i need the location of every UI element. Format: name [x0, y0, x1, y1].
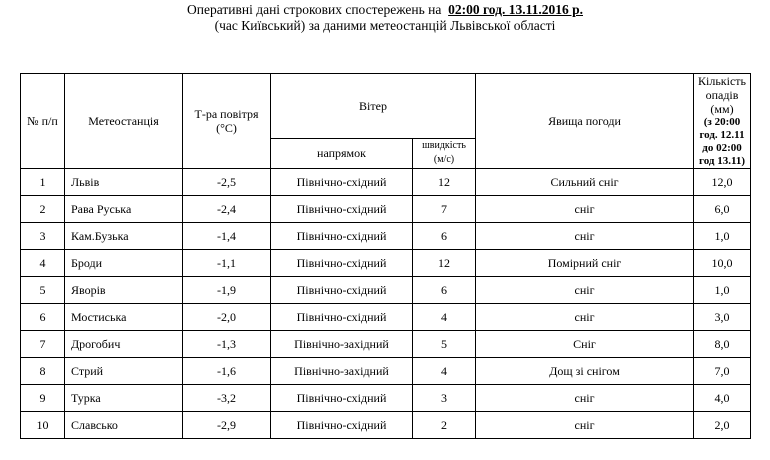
cell-wind-direction: Північно-західний [271, 331, 413, 358]
header-num: № п/п [21, 74, 65, 169]
cell-station: Броди [65, 250, 183, 277]
header-weather: Явища погоди [476, 74, 694, 169]
cell-wind-speed: 12 [413, 250, 476, 277]
cell-temp: -2,0 [183, 304, 271, 331]
table-row [21, 223, 751, 250]
table-row [21, 169, 751, 196]
table-row [21, 331, 751, 358]
cell-station: Рава Руська [65, 196, 183, 223]
cell-weather: сніг [476, 304, 694, 331]
cell-weather: сніг [476, 277, 694, 304]
cell-wind-speed: 2 [413, 412, 476, 439]
cell-wind-speed: 12 [413, 169, 476, 196]
cell-wind-speed: 4 [413, 304, 476, 331]
header-station: Метеостанція [65, 74, 183, 169]
observations-table [20, 73, 751, 439]
cell-temp: -1,6 [183, 358, 271, 385]
cell-station: Львів [65, 169, 183, 196]
cell-num: 1 [21, 169, 65, 196]
header-row-1 [21, 74, 751, 139]
heading-line-2: (час Київський) за даними метеостанцій Львівської області [214, 18, 556, 33]
cell-weather: Помірний сніг [476, 250, 694, 277]
document-heading [0, 2, 770, 34]
cell-precip: 2,0 [694, 412, 751, 439]
cell-temp: -2,9 [183, 412, 271, 439]
table-row [21, 196, 751, 223]
cell-precip: 1,0 [694, 223, 751, 250]
cell-precip: 4,0 [694, 385, 751, 412]
table-body [21, 169, 751, 439]
table-row [21, 385, 751, 412]
cell-wind-direction: Північно-східний [271, 277, 413, 304]
cell-weather: Сильний сніг [476, 169, 694, 196]
header-precip [694, 74, 751, 169]
cell-num: 3 [21, 223, 65, 250]
cell-station: Турка [65, 385, 183, 412]
cell-wind-speed: 6 [413, 223, 476, 250]
header-temp: Т-ра повітря (°С) [183, 74, 271, 169]
cell-num: 9 [21, 385, 65, 412]
cell-wind-speed: 6 [413, 277, 476, 304]
table-row [21, 304, 751, 331]
cell-temp: -1,4 [183, 223, 271, 250]
cell-wind-direction: Північно-східний [271, 412, 413, 439]
table-row [21, 250, 751, 277]
cell-wind-speed: 5 [413, 331, 476, 358]
cell-station: Дрогобич [65, 331, 183, 358]
table-row [21, 412, 751, 439]
cell-station: Мостиська [65, 304, 183, 331]
header-precip-title: Кількість опадів (мм) [698, 74, 747, 116]
cell-weather: сніг [476, 196, 694, 223]
cell-precip: 1,0 [694, 277, 751, 304]
cell-station: Стрий [65, 358, 183, 385]
cell-wind-direction: Північно-західний [271, 358, 413, 385]
cell-wind-speed: 3 [413, 385, 476, 412]
cell-weather: Сніг [476, 331, 694, 358]
cell-num: 8 [21, 358, 65, 385]
cell-station: Славсько [65, 412, 183, 439]
cell-wind-direction: Північно-східний [271, 250, 413, 277]
cell-weather: сніг [476, 385, 694, 412]
cell-precip: 12,0 [694, 169, 751, 196]
cell-station: Кам.Бузька [65, 223, 183, 250]
cell-temp: -2,4 [183, 196, 271, 223]
table-row [21, 358, 751, 385]
cell-weather: Дощ зі снігом [476, 358, 694, 385]
cell-wind-speed: 4 [413, 358, 476, 385]
cell-num: 5 [21, 277, 65, 304]
cell-num: 2 [21, 196, 65, 223]
heading-line-1 [0, 2, 770, 18]
table-row [21, 277, 751, 304]
cell-wind-direction: Північно-східний [271, 304, 413, 331]
header-wind: Вітер [271, 74, 476, 139]
heading-prefix: Оперативні дані строкових спостережень на [187, 2, 442, 17]
cell-num: 6 [21, 304, 65, 331]
header-wind-speed: швидкість (м/с) [413, 138, 476, 168]
cell-temp: -1,1 [183, 250, 271, 277]
cell-num: 4 [21, 250, 65, 277]
cell-weather: сніг [476, 412, 694, 439]
cell-temp: -3,2 [183, 385, 271, 412]
cell-precip: 10,0 [694, 250, 751, 277]
cell-wind-direction: Північно-східний [271, 223, 413, 250]
cell-precip: 7,0 [694, 358, 751, 385]
cell-temp: -1,9 [183, 277, 271, 304]
cell-wind-direction: Північно-східний [271, 196, 413, 223]
cell-weather: сніг [476, 223, 694, 250]
cell-precip: 3,0 [694, 304, 751, 331]
header-wind-direction: напрямок [271, 138, 413, 168]
cell-wind-speed: 7 [413, 196, 476, 223]
cell-precip: 8,0 [694, 331, 751, 358]
heading-time: 02:00 год. 13.11.2016 р. [448, 2, 583, 17]
cell-precip: 6,0 [694, 196, 751, 223]
cell-station: Яворів [65, 277, 183, 304]
cell-wind-direction: Північно-східний [271, 169, 413, 196]
cell-num: 7 [21, 331, 65, 358]
header-precip-period: (з 20:00 год. 12.11 до 02:00 год 13.11) [699, 116, 746, 167]
cell-wind-direction: Північно-східний [271, 385, 413, 412]
cell-num: 10 [21, 412, 65, 439]
cell-temp: -2,5 [183, 169, 271, 196]
cell-temp: -1,3 [183, 331, 271, 358]
